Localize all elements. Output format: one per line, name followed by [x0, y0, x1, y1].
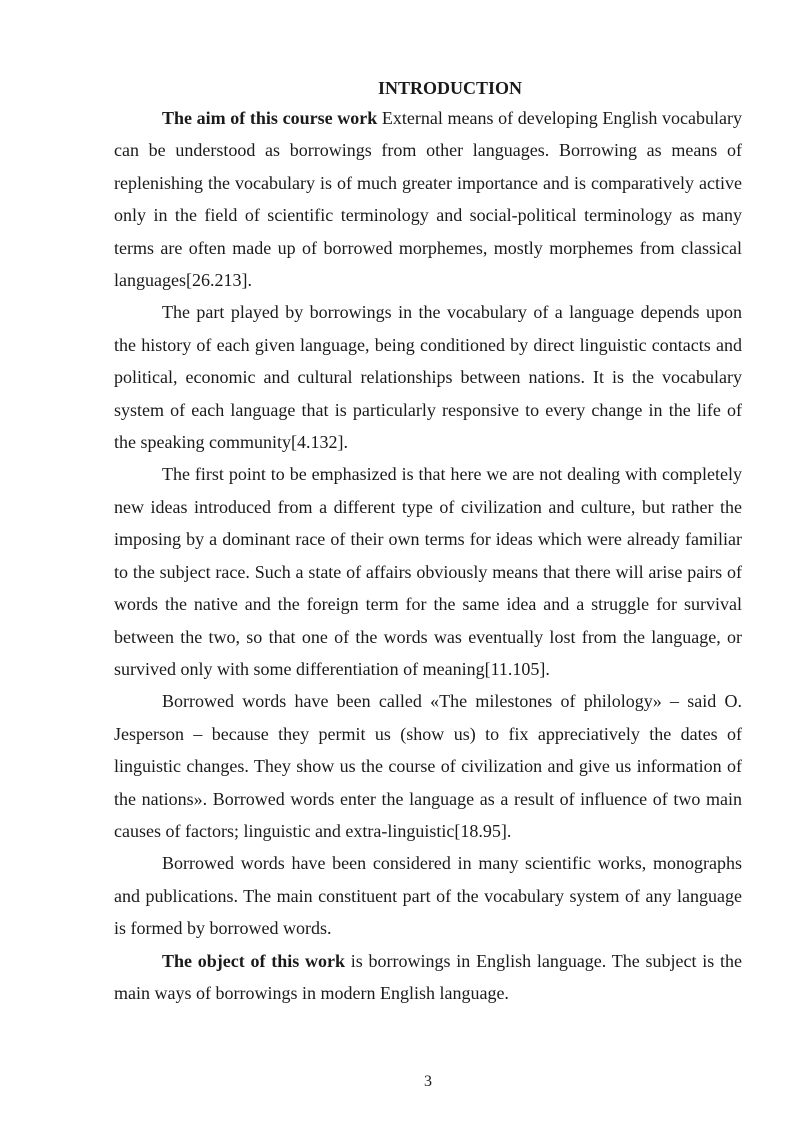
paragraph-first-point: The first point to be emphasized is that here we are not dealing with completely new ideas introduced from a different type of civilization and culture, but rather the imposing by a dominant race of their own terms for ideas which were already familiar to the subject race. Such a state of affairs obviously means that there will arise pairs of words the native and the foreign term for the same idea and a struggle for survival between the two, so that one of the words was eventually lost from the language, or survived only with some differentiation of meaning[11.105]. [114, 464, 742, 679]
paragraph-milestones: Borrowed words have been called «The milestones of philology» – said O. Jesperson – because they permit us (show us) to fix appreciatively the dates of linguistic changes. They show us the course of civilization and give us information of the nations». Borrowed words enter the language as a result of influence of two main causes of factors; linguistic and extra-linguistic[18.95]. [114, 691, 742, 841]
lead-phrase: The aim of this course work [162, 108, 378, 128]
page-content [114, 74, 742, 1009]
lead-phrase: The object of this work [162, 950, 346, 971]
paragraph-considered: Borrowed words have been considered in many scientific works, monographs and publications. The main constituent part of the vocabulary system of any language is formed by borrowed words. [114, 853, 742, 939]
paragraph-aim [114, 102, 742, 296]
section-heading: INTRODUCTION [377, 78, 523, 98]
paragraph-text: is borrowings in English language. The subject is the main ways of borrowings in modern English language. [114, 950, 742, 1003]
paragraph-borrowings-role: The part played by borrowings in the vocabulary of a language depends upon the history of each given language, being conditioned by direct linguistic contacts and political, economic and cultural relationships between nations. It is the vocabulary system of each language that is particularly responsive to every change in the life of the speaking community[4.132]. [114, 302, 742, 453]
paragraph-text: External means of developing English vocabulary can be understood as borrowings from other languages. Borrowing as means of replenishing the vocabulary is of much greater importance and is comparatively active only in the field of scientific terminology and social-political terminology as many terms are often made up of borrowed morphemes, mostly morphemes from classical languages[26.213]. [114, 108, 742, 291]
page-number: 3 [424, 1073, 432, 1090]
paragraph-object [114, 945, 742, 1010]
